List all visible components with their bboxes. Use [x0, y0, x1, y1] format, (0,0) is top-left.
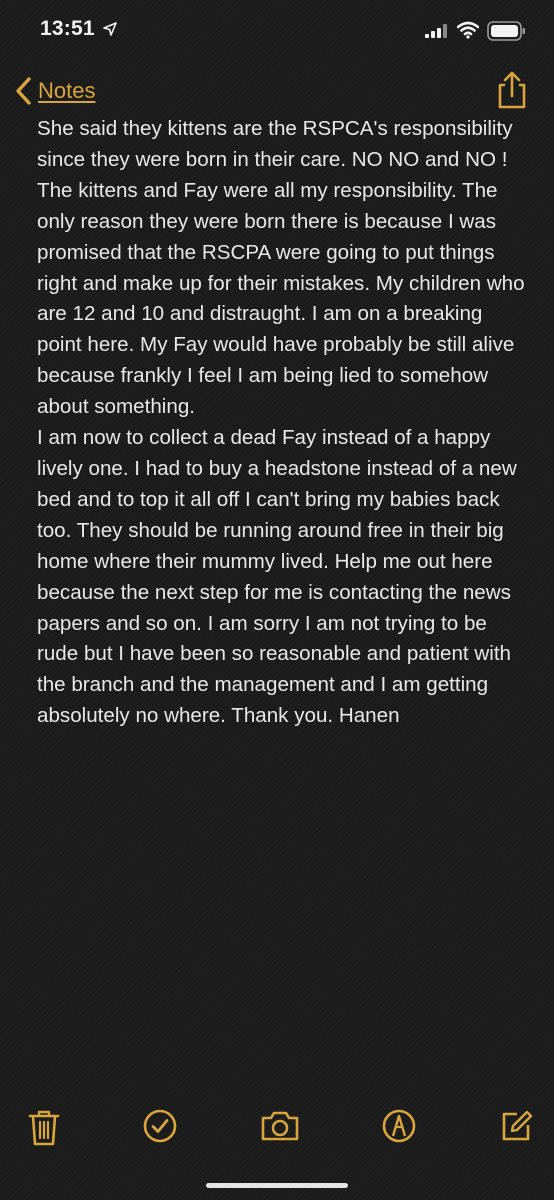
location-arrow-icon	[103, 22, 117, 36]
markup-icon	[381, 1108, 417, 1144]
delete-button[interactable]	[26, 1108, 62, 1144]
note-body[interactable]: She said they kittens are the RSPCA's responsibility since they were born in their care. NO NO and NO ! The kittens and Fay were all my responsibility. The only reason they were born there is because I was promised that the RSCPA were going to put things right and make up for their mistakes. My children who are 12 and 10 and distraught. I am on a breaking point here. My Fay would have probably be still alive because frankly I feel I am being lied to somehow about something. I am now to collect a dead Fay instead of a happy lively one. I had to buy a headstone instead of a new bed and to top it all off I can't bring my babies back too. They should be running around free in their big home where their mummy lived. Help me out here because the next step for me is contacting the news papers and so on. I am sorry I am not trying to be rude but I have been so reasonable and patient with the branch and the management and I am getting absolutely no where. Thank you. Hanen	[37, 117, 525, 728]
share-button[interactable]	[494, 70, 530, 110]
markup-button[interactable]	[381, 1108, 417, 1144]
signal-icon	[425, 24, 449, 38]
camera-button[interactable]	[260, 1108, 300, 1144]
home-indicator[interactable]	[206, 1183, 348, 1188]
trash-icon	[26, 1108, 62, 1148]
bottom-toolbar	[0, 1100, 554, 1160]
checklist-button[interactable]	[142, 1108, 178, 1144]
back-label: Notes	[38, 78, 96, 103]
status-bar	[0, 0, 554, 64]
back-button[interactable]	[14, 74, 95, 108]
chevron-left-icon	[14, 76, 32, 106]
battery-icon	[487, 21, 527, 41]
camera-icon	[260, 1108, 300, 1144]
checklist-icon	[142, 1108, 178, 1144]
compose-button[interactable]	[498, 1108, 534, 1144]
wifi-icon	[457, 21, 479, 39]
share-icon	[494, 70, 530, 110]
status-time: 13:51	[40, 17, 95, 40]
compose-icon	[498, 1108, 534, 1144]
nav-bar	[0, 66, 554, 116]
